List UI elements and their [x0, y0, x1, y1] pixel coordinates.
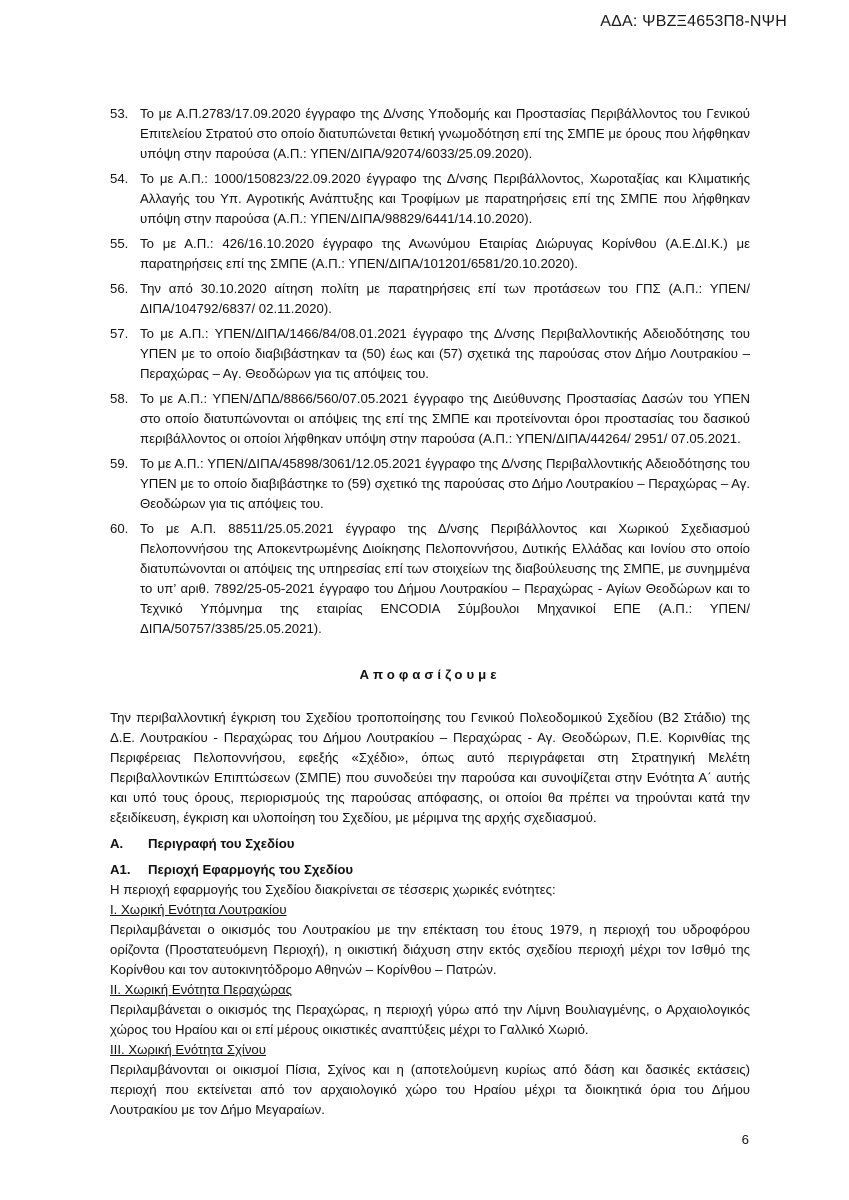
- zone-text: Περιλαμβάνονται οι οικισμοί Πίσια, Σχίνος και η (αποτελούμενη κυρίως από δάση και δασικές εκτάσεις) περιοχή που εκτείνεται από τον αρχαιολογικό χώρο του Ηραίου μέχρι τα διοικητικά όρια του Δήμου Λουτρακίου με τον Δήμο Μεγαραίων.: [110, 1062, 750, 1117]
- list-item: [110, 169, 750, 229]
- section-a-title: Περιγραφή του Σχεδίου: [148, 836, 295, 851]
- list-item: [110, 454, 750, 514]
- item-number: 57.: [110, 326, 129, 341]
- a1-intro: Η περιοχή εφαρμογής του Σχεδίου διακρίνεται σε τέσσερις χωρικές ενότητες:: [110, 882, 556, 897]
- item-text: Το με Α.Π.: 1000/150823/22.09.2020 έγγραφο της Δ/νσης Περιβάλλοντος, Χωροταξίας και Κλιματικής Αλλαγής του Υπ. Αγροτικής Ανάπτυξης και Τροφίμων με παρατηρήσεις επί της ΣΜΠΕ που λήφθηκαν υπόψη στην παρούσα (Α.Π.: ΥΠΕΝ/ΔΙΠΑ/98829/6441/14.10.2020).: [140, 171, 750, 226]
- decision-heading: Αποφασίζουμε: [359, 667, 501, 682]
- section-a1-label: Α1.: [110, 862, 131, 877]
- zone-title: ΙΙ. Χωρική Ενότητα Περαχώρας: [110, 982, 293, 997]
- item-text: Το με Α.Π.: ΥΠΕΝ/ΔΙΠΑ/45898/3061/12.05.2021 έγγραφο της Δ/νσης Περιβαλλοντικής Αδειοδότησης του ΥΠΕΝ με το οποίο διαβιβάστηκε το (59) σχετικό της παρούσας στο Δήμο Λουτρακίου – Περαχώρας – Αγ. Θεοδώρων για τις απόψεις του.: [140, 456, 750, 511]
- ada-code: ΑΔΑ: ΨΒΖΞ4653Π8-ΝΨΗ: [600, 13, 787, 30]
- item-text: Το με Α.Π.2783/17.09.2020 έγγραφο της Δ/νσης Υποδομής και Προστασίας Περιβάλλοντος του Γενικού Επιτελείου Στρατού στο οποίο διατυπώνεται θετική γνωμοδότηση επί της ΣΜΠΕ με όρους που λήφθηκαν υπόψη στην παρούσα (Α.Π.: ΥΠΕΝ/ΔΙΠΑ/92074/6033/25.09.2020).: [140, 106, 750, 161]
- section-a-heading: [110, 834, 750, 854]
- list-item: [110, 279, 750, 319]
- zone-text: Περιλαμβάνεται ο οικισμός της Περαχώρας, η περιοχή γύρω από την Λίμνη Βουλιαγμένης, ο Αρχαιολογικός χώρος του Ηραίου και οι επί μέρους οικιστικές αναπτύξεις μέχρι το Γαλλικό Χωριό.: [110, 1002, 750, 1037]
- intro-paragraph: Την περιβαλλοντική έγκριση του Σχεδίου τροποποίησης του Γενικού Πολεοδομικού Σχεδίου (Β2 Στάδιο) της Δ.Ε. Λουτρακίου - Περαχώρας του Δήμου Λουτρακίου – Περαχώρας - Αγ. Θεοδώρων, Π.Ε. Κορινθίας της Περιφέρειας Πελοποννήσου, εφεξής «Σχέδιο», όπως αυτό περιγράφεται στη Στρατηγική Μελέτη Περιβαλλοντικών Επιπτώσεων (ΣΜΠΕ) που συνοδεύει την παρούσα και συνοψίζεται στην Ενότητα Α΄ αυτής και υπό τους όρους, περιορισμούς της παρούσας απόφασης, οι οποίοι θα πρέπει να τηρούνται κατά την εξειδίκευση, έγκριση και υλοποίηση του Σχεδίου, με μέριμνα της αρχής σχεδιασμού.: [110, 710, 750, 825]
- list-item: [110, 324, 750, 384]
- list-item: [110, 234, 750, 274]
- item-text: Το με Α.Π. 88511/25.05.2021 έγγραφο της Δ/νσης Περιβάλλοντος και Χωρικού Σχεδιασμού Πελοποννήσου της Αποκεντρωμένης Διοίκησης Πελοποννήσου, Δυτικής Ελλάδας και Ιονίου στο οποίο διατυπώνονται οι απόψεις της υπηρεσίας επί των στοιχείων της διαβούλευσης της ΣΜΠΕ, με συνημμένα το υπ’ αριθ. 7892/25-05-2021 έγγραφο του Δήμου Λουτρακίου – Περαχώρας - Αγίων Θεοδώρων και το Τεχνικό Υπόμνημα της εταιρίας ENCODIA Σύμβουλοι Μηχανικοί ΕΠΕ (Α.Π.: ΥΠΕΝ/ΔΙΠΑ/50757/3385/25.05.2021).: [140, 521, 750, 636]
- list-item: [110, 104, 750, 164]
- list-item: [110, 389, 750, 449]
- zone-text: Περιλαμβάνεται ο οικισμός του Λουτρακίου με την επέκταση του έτους 1979, η περιοχή του υδροφόρου ορίζοντα (Προστατευόμενη Περιοχή), η οικιστική διάχυση στην εκτός σχεδίου περιοχή μέχρι τον Ισθμό της Κορίνθου και τον αυτοκινητόδρομο Αθηνών – Κορίνθου – Πατρών.: [110, 922, 750, 977]
- item-number: 58.: [110, 391, 129, 406]
- item-text: Το με Α.Π.: 426/16.10.2020 έγγραφο της Ανωνύμου Εταιρίας Διώρυγας Κορίνθου (Α.Ε.ΔΙ.Κ.) με παρατηρήσεις επί της ΣΜΠΕ (Α.Π.: ΥΠΕΝ/ΔΙΠΑ/101201/6581/20.10.2020).: [140, 236, 750, 271]
- section-a1-title: Περιοχή Εφαρμογής του Σχεδίου: [148, 862, 354, 877]
- section-a-label: Α.: [110, 836, 124, 851]
- page-number: 6: [741, 1132, 749, 1147]
- section-a1-heading: [110, 860, 750, 880]
- item-text: Το με Α.Π.: ΥΠΕΝ/ΔΠΔ/8866/560/07.05.2021 έγγραφο της Διεύθυνσης Προστασίας Δασών του ΥΠΕΝ στο οποίο διατυπώνονται οι απόψεις της επί της ΣΜΠΕ και προτείνονται όροι προστασίας του δασικού περιβάλλοντος οι οποίοι λήφθηκαν υπόψη στην παρούσα (Α.Π.: ΥΠΕΝ/ΔΙΠΑ/44264/ 2951/ 07.05.2021.: [140, 391, 750, 446]
- item-text: Το με Α.Π.: ΥΠΕΝ/ΔΙΠΑ/1466/84/08.01.2021 έγγραφο της Δ/νσης Περιβαλλοντικής Αδειοδότησης του ΥΠΕΝ με το οποίο διαβιβάστηκαν τα (50) έως και (57) σχετικά της παρούσας στον Δήμο Λουτρακίου – Περαχώρας – Αγ. Θεοδώρων για τις απόψεις του.: [140, 326, 750, 381]
- item-text: Την από 30.10.2020 αίτηση πολίτη με παρατηρήσεις επί των προτάσεων του ΓΠΣ (Α.Π.: ΥΠΕΝ/ΔΙΠΑ/104792/6837/ 02.11.2020).: [140, 281, 750, 316]
- list-item: [110, 519, 750, 639]
- item-number: 53.: [110, 106, 129, 121]
- item-number: 56.: [110, 281, 129, 296]
- item-number: 55.: [110, 236, 129, 251]
- reference-list: [110, 104, 750, 639]
- zone-title: Ι. Χωρική Ενότητα Λουτρακίου: [110, 902, 287, 917]
- item-number: 60.: [110, 521, 129, 536]
- item-number: 59.: [110, 456, 129, 471]
- document-body: [110, 104, 750, 1120]
- item-number: 54.: [110, 171, 129, 186]
- zone-title: ΙΙΙ. Χωρική Ενότητα Σχίνου: [110, 1042, 266, 1057]
